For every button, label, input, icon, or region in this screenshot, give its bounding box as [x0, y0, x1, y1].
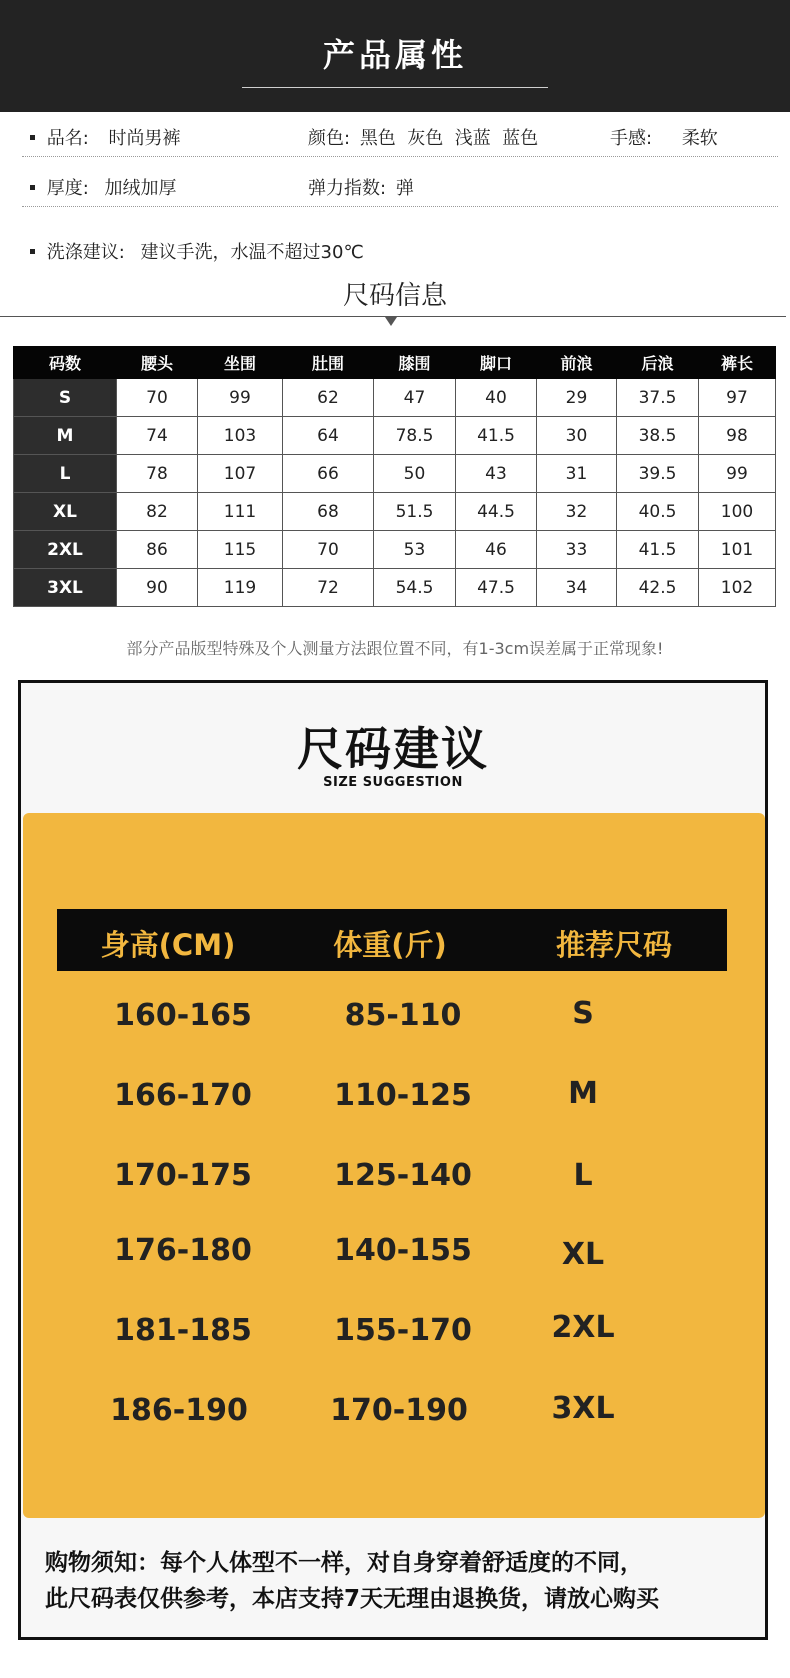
size-column-header: 推荐尺码 [555, 928, 672, 962]
height-column-header: 身高(CM) [100, 928, 236, 962]
divider [22, 206, 778, 207]
table-cell: 102 [699, 569, 776, 607]
height-range: 166-170 [114, 1078, 252, 1113]
weight-range: 170-190 [330, 1393, 468, 1428]
attr-thickness-label: 厚度: [46, 178, 89, 199]
notice-line: 此尺码表仅供参考，本店支持7天无理由退换货，请放心购买 [45, 1586, 660, 1612]
recommended-size: 3XL [551, 1391, 615, 1426]
column-header: 脚口 [456, 347, 537, 379]
table-cell: 70 [117, 379, 198, 417]
column-header: 后浪 [617, 347, 699, 379]
attr-name-value: 时尚男裤 [108, 128, 181, 149]
weight-range: 110-125 [334, 1078, 472, 1113]
table-cell: 115 [198, 531, 283, 569]
recommended-size: M [568, 1076, 598, 1111]
table-cell: 74 [117, 417, 198, 455]
table-cell: 54.5 [374, 569, 456, 607]
column-header: 坐围 [198, 347, 283, 379]
table-row [14, 379, 776, 417]
size-cell: M [14, 417, 117, 455]
table-cell: 50 [374, 455, 456, 493]
column-header: 膝围 [374, 347, 456, 379]
table-cell: 68 [283, 493, 374, 531]
table-row [14, 417, 776, 455]
size-suggestion-title: 尺码建议 [297, 722, 489, 776]
table-cell: 90 [117, 569, 198, 607]
table-cell: 38.5 [617, 417, 699, 455]
table-cell: 47 [374, 379, 456, 417]
table-cell: 42.5 [617, 569, 699, 607]
size-cell: S [14, 379, 117, 417]
divider [22, 156, 778, 157]
attr-elasticity [308, 174, 414, 200]
height-range: 186-190 [110, 1393, 248, 1428]
size-table-header [14, 347, 776, 379]
table-cell: 47.5 [456, 569, 537, 607]
size-suggestion-subtitle: SIZE SUGGESTION [323, 775, 463, 790]
size-cell: 2XL [14, 531, 117, 569]
table-cell: 43 [456, 455, 537, 493]
table-cell: 66 [283, 455, 374, 493]
table-cell: 98 [699, 417, 776, 455]
attr-color-label: 颜色: [308, 128, 351, 149]
table-cell: 29 [537, 379, 617, 417]
attributes-header [0, 0, 790, 112]
table-cell: 34 [537, 569, 617, 607]
recommended-size: L [573, 1158, 593, 1193]
table-cell: 37.5 [617, 379, 699, 417]
attr-thickness-value: 加绒加厚 [104, 178, 177, 199]
table-row [14, 531, 776, 569]
attr-color-value: 黑色 灰色 浅蓝 蓝色 [359, 128, 539, 149]
table-cell: 46 [456, 531, 537, 569]
column-header: 肚围 [283, 347, 374, 379]
table-cell: 97 [699, 379, 776, 417]
recommendation-header [57, 909, 727, 971]
table-cell: 41.5 [456, 417, 537, 455]
table-cell: 32 [537, 493, 617, 531]
table-row [14, 455, 776, 493]
attr-color [308, 124, 538, 150]
table-cell: 86 [117, 531, 198, 569]
size-note: 部分产品版型特殊及个人测量方法跟位置不同，有1-3cm误差属于正常现象! [126, 639, 664, 658]
weight-column-header: 体重(斤) [333, 928, 447, 962]
weight-range: 125-140 [334, 1158, 472, 1193]
size-suggestion-panel [18, 680, 768, 1640]
attr-wash [30, 238, 364, 264]
table-cell: 64 [283, 417, 374, 455]
attr-elasticity-label: 弹力指数: [308, 178, 387, 199]
size-cell: XL [14, 493, 117, 531]
weight-range: 85-110 [344, 998, 462, 1033]
purchase-notice [45, 1545, 659, 1617]
table-cell: 107 [198, 455, 283, 493]
recommended-size: 2XL [551, 1310, 615, 1345]
table-cell: 72 [283, 569, 374, 607]
weight-range: 155-170 [334, 1313, 472, 1348]
attr-feel-value: 柔软 [681, 128, 718, 149]
attr-wash-label: 洗涤建议: [46, 242, 125, 263]
table-cell: 51.5 [374, 493, 456, 531]
triangle-down-icon [385, 317, 397, 326]
column-header: 码数 [14, 347, 117, 379]
table-cell: 101 [699, 531, 776, 569]
table-row [14, 569, 776, 607]
recommended-size: XL [561, 1237, 605, 1272]
attr-feel-label: 手感: [610, 128, 653, 149]
table-cell: 53 [374, 531, 456, 569]
table-cell: 30 [537, 417, 617, 455]
table-cell: 70 [283, 531, 374, 569]
table-cell: 78 [117, 455, 198, 493]
table-cell: 40.5 [617, 493, 699, 531]
table-cell: 78.5 [374, 417, 456, 455]
title-underline [242, 87, 548, 88]
attr-elasticity-value: 弹 [395, 178, 414, 199]
table-row [14, 493, 776, 531]
height-range: 170-175 [114, 1158, 252, 1193]
column-header: 前浪 [537, 347, 617, 379]
attr-wash-value: 建议手洗，水温不超过30℃ [140, 242, 364, 263]
table-cell: 33 [537, 531, 617, 569]
table-cell: 41.5 [617, 531, 699, 569]
table-cell: 103 [198, 417, 283, 455]
height-range: 176-180 [114, 1233, 252, 1268]
table-cell: 100 [699, 493, 776, 531]
height-range: 181-185 [114, 1313, 252, 1348]
attr-name [30, 124, 181, 150]
height-range: 160-165 [114, 998, 252, 1033]
table-cell: 40 [456, 379, 537, 417]
table-cell: 62 [283, 379, 374, 417]
column-header: 裤长 [699, 347, 776, 379]
table-cell: 99 [699, 455, 776, 493]
table-cell: 119 [198, 569, 283, 607]
table-cell: 99 [198, 379, 283, 417]
recommendation-card [23, 813, 765, 1518]
size-cell: 3XL [14, 569, 117, 607]
attr-feel [610, 124, 718, 150]
page-title: 产品属性 [322, 36, 467, 74]
size-table [13, 346, 776, 607]
table-cell: 44.5 [456, 493, 537, 531]
size-cell: L [14, 455, 117, 493]
table-cell: 82 [117, 493, 198, 531]
recommended-size: S [572, 996, 594, 1031]
attr-thickness [30, 174, 177, 200]
weight-range: 140-155 [334, 1233, 472, 1268]
attr-name-label: 品名: [46, 128, 89, 149]
table-cell: 31 [537, 455, 617, 493]
table-cell: 111 [198, 493, 283, 531]
size-info-title: 尺码信息 [342, 281, 447, 311]
column-header: 腰头 [117, 347, 198, 379]
table-cell: 39.5 [617, 455, 699, 493]
notice-line: 购物须知：每个人体型不一样，对自身穿着舒适度的不同， [45, 1550, 643, 1576]
